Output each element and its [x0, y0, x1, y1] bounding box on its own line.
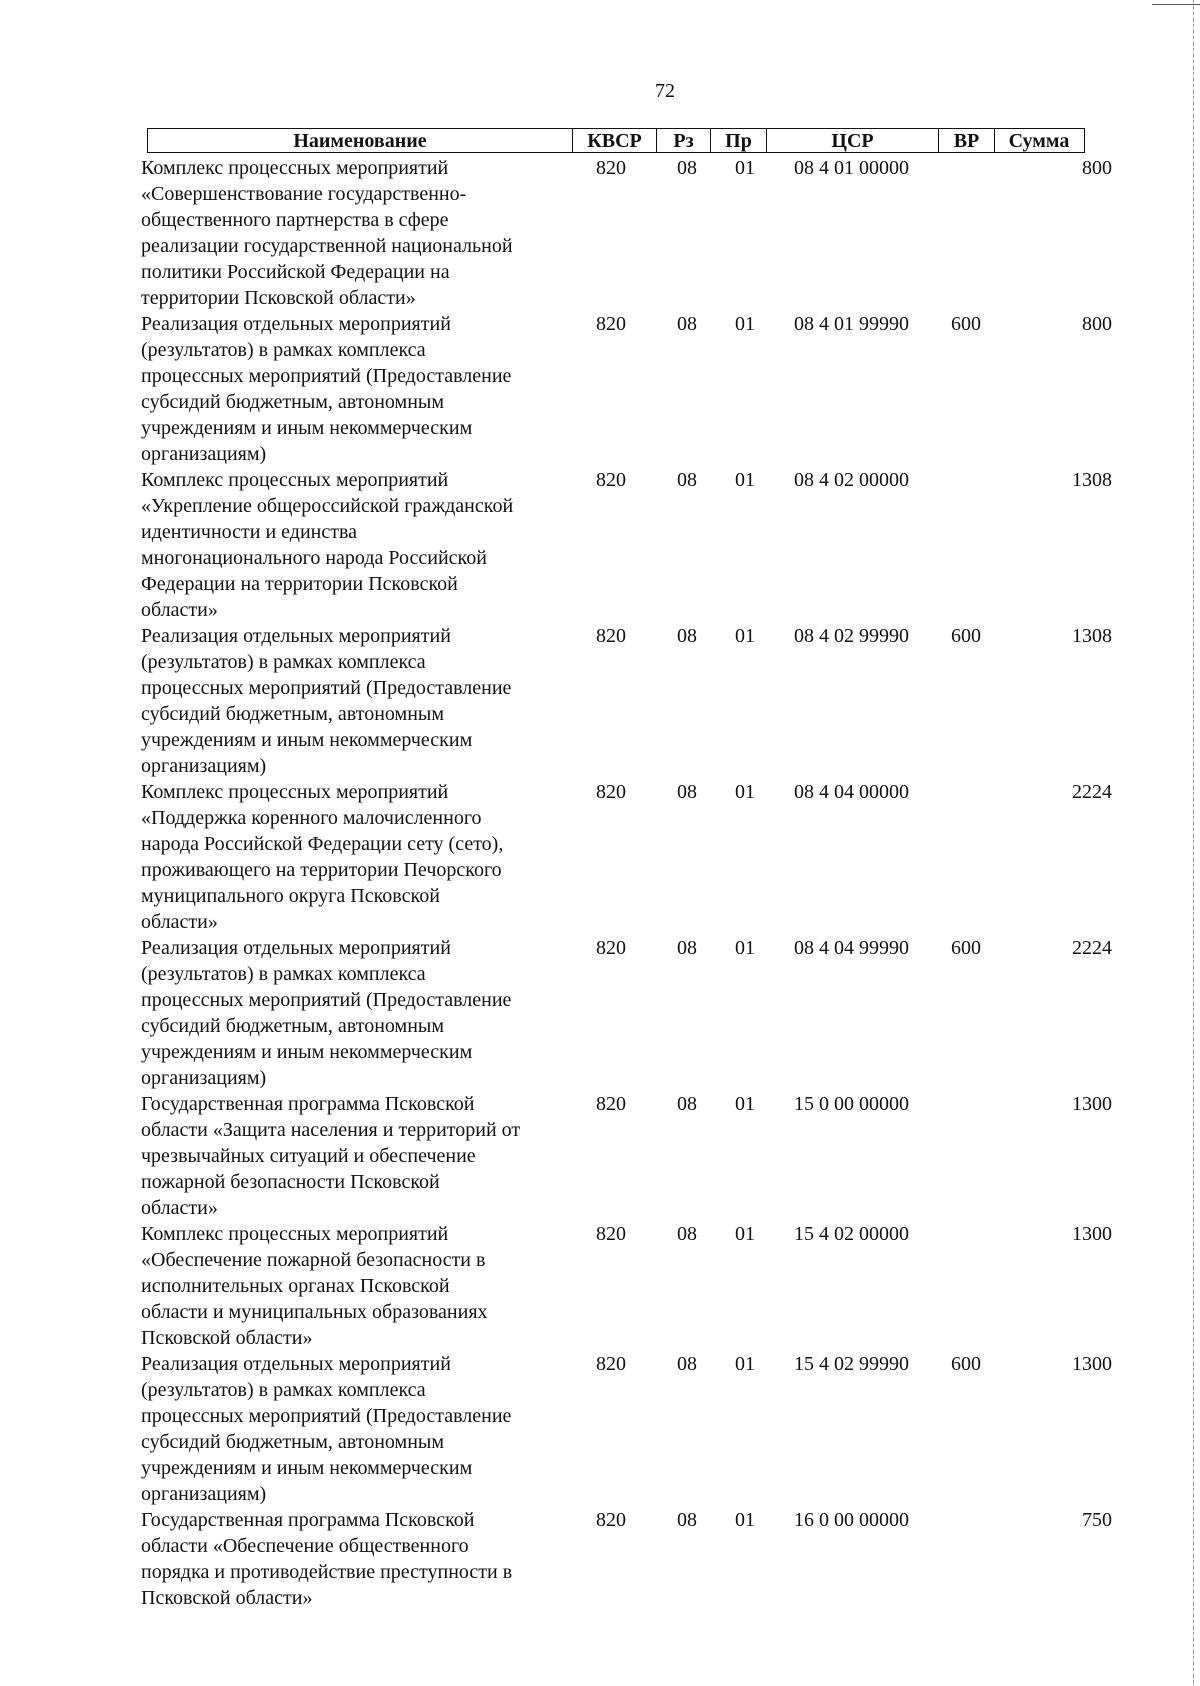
row-pr: 01: [735, 157, 755, 179]
header-name: Наименование: [293, 130, 427, 152]
row-csr: 15 0 00 00000: [794, 1093, 909, 1115]
row-name: Комплекс процессных мероприятий «Совершенствование государственно- общественного партнерства в сфере реализации государственной национальной политики Российской Федерации на территории Псковской области»: [141, 157, 513, 309]
page-number: 72: [655, 80, 675, 102]
table-row: [141, 623, 1121, 779]
row-sum: 2224: [1072, 781, 1112, 803]
row-pr: 01: [735, 1093, 755, 1115]
table-row: [141, 155, 1121, 311]
row-name: Реализация отдельных мероприятий (результатов) в рамках комплекса процессных мероприятий (Предоставление субсидий бюджетным, автономным учреждениям и иным некоммерческим организациям): [141, 937, 512, 1089]
table-row: [141, 311, 1121, 467]
row-csr: 08 4 04 99990: [794, 937, 909, 959]
scan-corner-mark: [1152, 4, 1200, 5]
row-sum: 1300: [1072, 1353, 1112, 1375]
row-csr: 08 4 01 00000: [794, 157, 909, 179]
header-sum: Сумма: [994, 129, 1083, 152]
row-pr: 01: [735, 937, 755, 959]
scan-edge-line: [1193, 0, 1194, 1686]
row-rz: 08: [677, 1093, 697, 1115]
row-pr: 01: [735, 1353, 755, 1375]
table-row: [141, 779, 1121, 935]
row-pr: 01: [735, 625, 755, 647]
row-vr: 600: [951, 313, 981, 335]
row-vr: 600: [951, 937, 981, 959]
row-vr: 600: [951, 1353, 981, 1375]
row-pr: 01: [735, 469, 755, 491]
header-pr: Пр: [710, 129, 766, 152]
row-name: Государственная программа Псковской области «Защита населения и территорий от чрезвычайных ситуаций и обеспечение пожарной безопасности Псковской области»: [141, 1093, 521, 1219]
row-rz: 08: [677, 937, 697, 959]
row-name: Реализация отдельных мероприятий (результатов) в рамках комплекса процессных мероприятий (Предоставление субсидий бюджетным, автономным учреждениям и иным некоммерческим организациям): [141, 625, 512, 777]
row-sum: 750: [1082, 1509, 1112, 1531]
row-sum: 2224: [1072, 937, 1112, 959]
row-rz: 08: [677, 1353, 697, 1375]
table-row: [141, 1507, 1121, 1611]
header-csr: ЦСР: [766, 129, 938, 152]
row-vr: 600: [951, 625, 981, 647]
header-rz: Рз: [656, 129, 710, 152]
row-rz: 08: [677, 1223, 697, 1245]
row-csr: 08 4 02 99990: [794, 625, 909, 647]
row-csr: 08 4 02 00000: [794, 469, 909, 491]
row-rz: 08: [677, 625, 697, 647]
row-csr: 16 0 00 00000: [794, 1509, 909, 1531]
row-rz: 08: [677, 1509, 697, 1531]
row-kvsr: 820: [596, 781, 626, 803]
row-rz: 08: [677, 313, 697, 335]
row-kvsr: 820: [596, 469, 626, 491]
row-kvsr: 820: [596, 1353, 626, 1375]
row-name: Комплекс процессных мероприятий «Укрепление общероссийской гражданской идентичности и единства многонационального народа Российской Федерации на территории Псковской области»: [141, 469, 514, 621]
row-kvsr: 820: [596, 1509, 626, 1531]
table-row: [141, 1221, 1121, 1351]
row-kvsr: 820: [596, 157, 626, 179]
row-pr: 01: [735, 1223, 755, 1245]
row-csr: 08 4 04 00000: [794, 781, 909, 803]
row-kvsr: 820: [596, 313, 626, 335]
row-rz: 08: [677, 157, 697, 179]
table-row: [141, 1091, 1121, 1221]
row-pr: 01: [735, 1509, 755, 1531]
row-kvsr: 820: [596, 937, 626, 959]
row-name: Реализация отдельных мероприятий (результатов) в рамках комплекса процессных мероприятий (Предоставление субсидий бюджетным, автономным учреждениям и иным некоммерческим организациям): [141, 1353, 512, 1505]
row-sum: 1300: [1072, 1223, 1112, 1245]
row-rz: 08: [677, 469, 697, 491]
row-name: Комплекс процессных мероприятий «Поддержка коренного малочисленного народа Российской Федерации сету (сето), проживающего на территории Печорского муниципального округа Псковской области»: [141, 781, 504, 933]
row-sum: 1308: [1072, 625, 1112, 647]
row-name: Реализация отдельных мероприятий (результатов) в рамках комплекса процессных мероприятий (Предоставление субсидий бюджетным, автономным учреждениям и иным некоммерческим организациям): [141, 313, 512, 465]
row-csr: 15 4 02 00000: [794, 1223, 909, 1245]
row-pr: 01: [735, 781, 755, 803]
table-header: [147, 128, 1085, 153]
header-kvsr: КВСР: [572, 129, 656, 152]
header-vr: ВР: [938, 129, 994, 152]
row-kvsr: 820: [596, 1223, 626, 1245]
table-row: [141, 935, 1121, 1091]
row-kvsr: 820: [596, 1093, 626, 1115]
row-csr: 08 4 01 99990: [794, 313, 909, 335]
table-body: [141, 155, 1121, 1611]
row-csr: 15 4 02 99990: [794, 1353, 909, 1375]
row-sum: 1300: [1072, 1093, 1112, 1115]
row-sum: 800: [1082, 313, 1112, 335]
row-name: Комплекс процессных мероприятий «Обеспечение пожарной безопасности в исполнительных органах Псковской области и муниципальных образованиях Псковской области»: [141, 1223, 488, 1349]
row-sum: 1308: [1072, 469, 1112, 491]
row-rz: 08: [677, 781, 697, 803]
table-row: [141, 1351, 1121, 1507]
row-kvsr: 820: [596, 625, 626, 647]
row-name: Государственная программа Псковской области «Обеспечение общественного порядка и противодействие преступности в Псковской области»: [141, 1509, 513, 1609]
table-row: [141, 467, 1121, 623]
row-pr: 01: [735, 313, 755, 335]
row-sum: 800: [1082, 157, 1112, 179]
